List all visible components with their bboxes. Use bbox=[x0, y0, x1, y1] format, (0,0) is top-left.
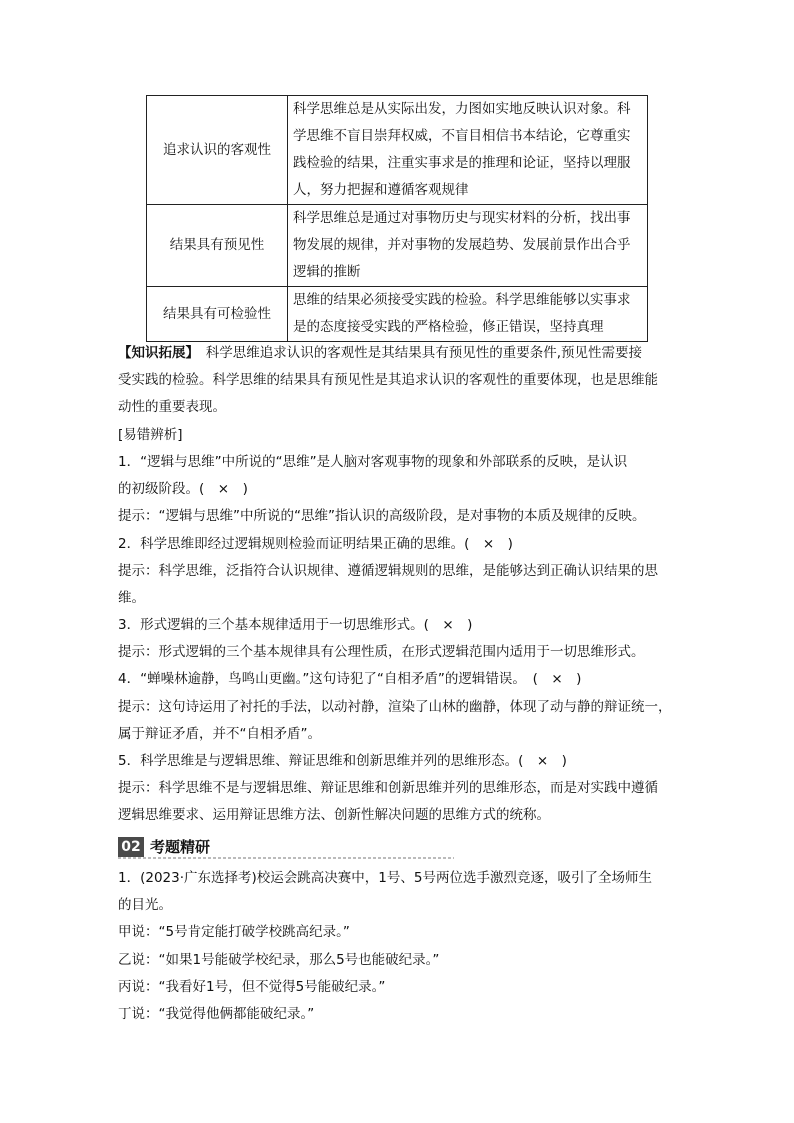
traits-table bbox=[146, 95, 648, 342]
desc-line: 是的态度接受实践的严格检验，修正错误，坚持真理 bbox=[293, 319, 604, 335]
expansion-text: 科学思维追求认识的客观性是其结果具有预见性的重要条件,预见性需要接 bbox=[192, 345, 643, 361]
desc-line: 科学思维总是从实际出发，力图如实地反映认识对象。科 bbox=[293, 101, 631, 117]
mistake-question: 5．科学思维是与逻辑思维、辩证思维和创新思维并列的思维形态。( × ) bbox=[118, 753, 567, 769]
mistake-question: 1．“逻辑与思维”中所说的“思维”是人脑对客观事物的现象和外部联系的反映，是认识 bbox=[118, 454, 628, 470]
table-cell-desc bbox=[288, 205, 648, 287]
section-divider bbox=[118, 857, 454, 859]
table-cell-label: 结果具有可检验性 bbox=[147, 287, 288, 342]
mistake-hint: 逻辑思维要求、运用辩证思维方法、创新性解决问题的思维方式的统称。 bbox=[118, 807, 550, 823]
expansion-line bbox=[118, 343, 678, 363]
question-statement: 乙说：“如果1号能破学校纪录，那么5号也能破纪录。” bbox=[118, 952, 440, 968]
mistake-hint: 提示：科学思维，泛指符合认识规律、遵循逻辑规则的思维，是能够达到正确认识结果的思 bbox=[118, 563, 658, 579]
desc-line: 逻辑的推断 bbox=[293, 264, 361, 280]
desc-line: 科学思维总是通过对事物历史与现实材料的分析，找出事 bbox=[293, 210, 631, 226]
mistakes-heading: [易错辨析] bbox=[118, 427, 183, 443]
table-cell-desc bbox=[288, 96, 648, 205]
desc-line: 学思维不盲目崇拜权威，不盲目相信书本结论，它尊重实 bbox=[293, 128, 631, 144]
table-row bbox=[147, 96, 648, 205]
mistake-hint: 属于辩证矛盾，并不“自相矛盾”。 bbox=[118, 726, 321, 742]
section-banner bbox=[118, 837, 458, 859]
table-cell-desc bbox=[288, 287, 648, 342]
question-statement: 丁说：“我觉得他俩都能破纪录。” bbox=[118, 1006, 315, 1022]
mistake-hint: 提示：“逻辑与思维”中所说的“思维”指认识的高级阶段，是对事物的本质及规律的反映。 bbox=[118, 508, 646, 524]
table-cell-label: 结果具有预见性 bbox=[147, 205, 288, 287]
mistake-hint: 提示：形式逻辑的三个基本规律具有公理性质，在形式逻辑范围内适用于一切思维形式。 bbox=[118, 644, 645, 660]
desc-line: 物发展的规律，并对事物的发展趋势、发展前景作出合乎 bbox=[293, 237, 631, 253]
section-title: 考题精研 bbox=[150, 838, 211, 856]
section-number: 02 bbox=[118, 837, 144, 857]
desc-line: 思维的结果必须接受实践的检验。科学思维能够以实事求 bbox=[293, 292, 631, 308]
mistake-hint: 提示：这句诗运用了衬托的手法，以动衬静，渲染了山林的幽静，体现了动与静的辩证统一， bbox=[118, 699, 672, 715]
table-cell-label: 追求认识的客观性 bbox=[147, 96, 288, 205]
expansion-tag: 【知识拓展】 bbox=[118, 345, 193, 361]
expansion-line: 受实践的检验。科学思维的结果具有预见性是其追求认识的客观性的重要体现，也是思维能 bbox=[118, 372, 658, 388]
question-statement: 丙说：“我看好1号，但不觉得5号能破纪录。” bbox=[118, 979, 386, 995]
mistake-question: 2．科学思维即经过逻辑规则检验而证明结果正确的思维。( × ) bbox=[118, 536, 513, 552]
question-stem: 的目光。 bbox=[118, 897, 172, 913]
question-stem: 1．(2023·广东选择考)校运会跳高决赛中，1号、5号两位选手激烈竞逐，吸引了全场师生 bbox=[118, 870, 652, 886]
expansion-line: 动性的重要表现。 bbox=[118, 399, 226, 415]
desc-line: 人，努力把握和遵循客观规律 bbox=[293, 182, 469, 198]
desc-line: 践检验的结果，注重实事求是的推理和论证，坚持以理服 bbox=[293, 155, 631, 171]
mistake-hint: 维。 bbox=[118, 590, 145, 606]
mistake-question: 3．形式逻辑的三个基本规律适用于一切思维形式。( × ) bbox=[118, 617, 473, 633]
table-row bbox=[147, 287, 648, 342]
mistake-question: 4．“蝉噪林逾静，鸟鸣山更幽。”这句诗犯了“自相矛盾”的逻辑错误。 ( × ) bbox=[118, 671, 582, 687]
question-statement: 甲说：“5号肯定能打破学校跳高纪录。” bbox=[118, 924, 350, 940]
table-row bbox=[147, 205, 648, 287]
mistake-question: 的初级阶段。( × ) bbox=[118, 481, 248, 497]
mistake-hint: 提示：科学思维不是与逻辑思维、辩证思维和创新思维并列的思维形态，而是对实践中遵循 bbox=[118, 780, 658, 796]
